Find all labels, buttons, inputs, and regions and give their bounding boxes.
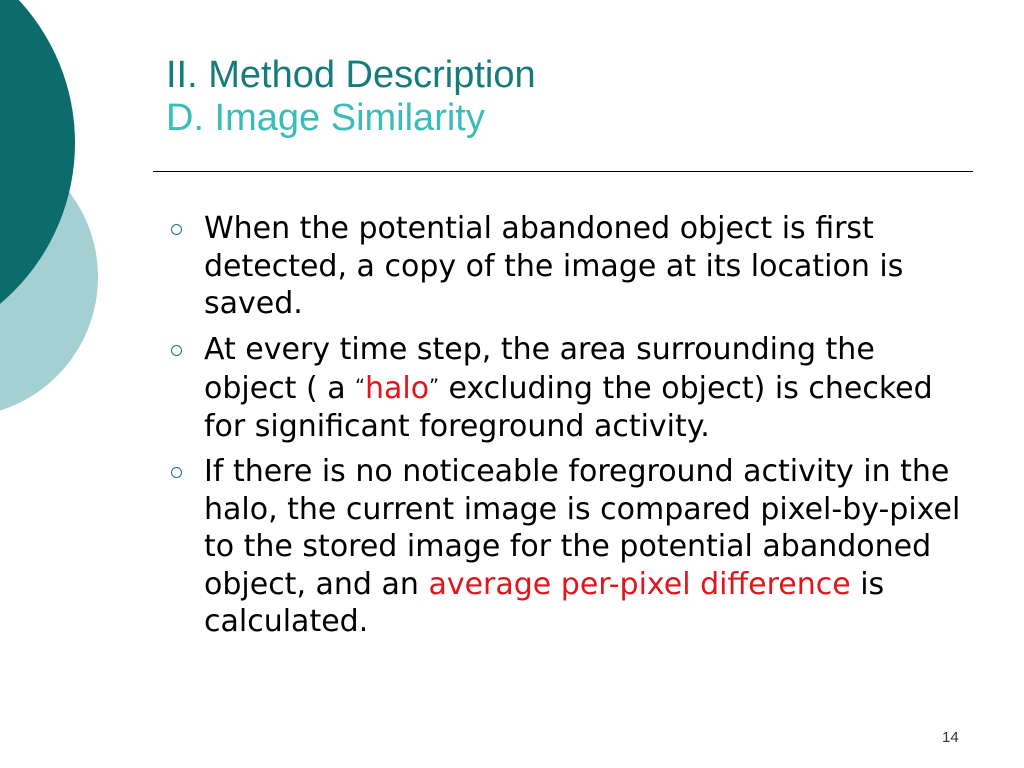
bullet-item	[163, 453, 963, 641]
page-number: 14	[942, 729, 959, 746]
title-block	[166, 54, 536, 139]
bullet-text: When the potential abandoned object is first detected, a copy of the image at its location is saved.	[204, 211, 904, 321]
bullet-text-start: If there is no noticeable foreground activity in the halo, the current image is compared pixel-by-pixel to the stored image for the potential abandoned object, and an	[204, 454, 961, 602]
circle-bullet-icon	[171, 224, 182, 235]
open-quote: “	[355, 375, 365, 397]
close-quote: ”	[429, 375, 439, 397]
slide-subtitle: D. Image Similarity	[166, 96, 485, 139]
title-divider	[153, 171, 973, 172]
bullet-text-end: excluding the object) is checked for significant foreground activity.	[204, 371, 933, 444]
bullet-item	[163, 210, 963, 323]
highlight-average-difference: average per-pixel difference	[428, 566, 851, 602]
circle-bullet-icon	[171, 467, 182, 478]
slide-title: II. Method Description	[166, 54, 536, 96]
circle-bullet-icon	[171, 345, 182, 356]
bullet-list	[163, 210, 963, 649]
highlight-halo: halo	[365, 371, 430, 406]
bullet-text-end: is calculated.	[204, 566, 885, 639]
bullet-text-start: At every time step, the area surrounding the object ( a	[204, 331, 875, 406]
bullet-item	[163, 331, 963, 446]
